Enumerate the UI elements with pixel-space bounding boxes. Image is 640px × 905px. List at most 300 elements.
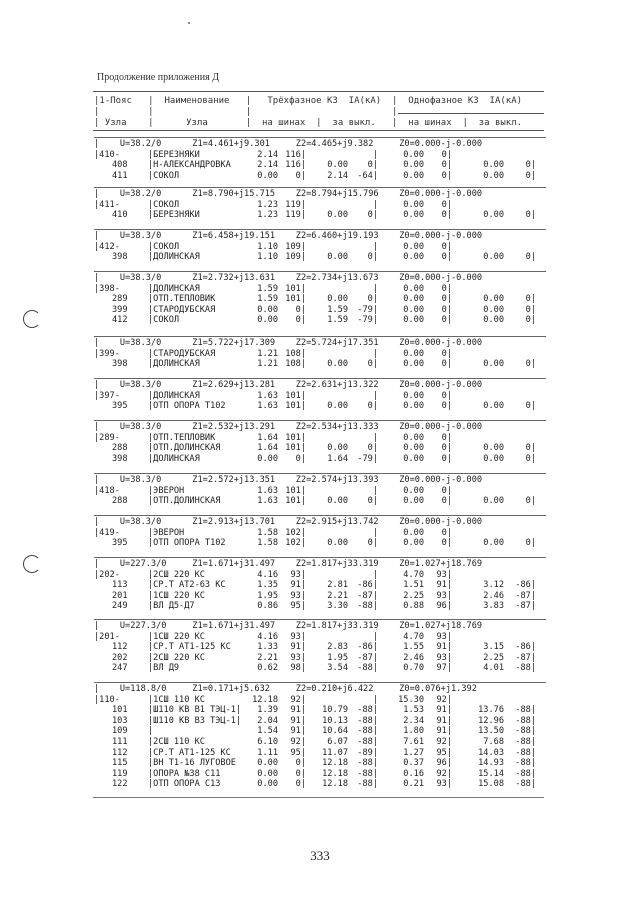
section-rule	[94, 378, 546, 379]
section-rule	[94, 229, 546, 230]
table-cell: 0.00	[403, 210, 424, 221]
table-cell: |2СШ 110 КС	[148, 737, 205, 747]
table-cell: 0|	[441, 210, 452, 221]
table-cell: 1.59	[327, 315, 348, 326]
table-cell: |ВН Т1-16 ЛУГОВОЕ	[148, 758, 236, 769]
table-cell: 4.70	[403, 569, 424, 580]
table-cell: 0|	[441, 496, 452, 507]
table-cell: 0.00	[327, 359, 348, 370]
table-cell: 0|	[295, 304, 306, 315]
table-cell: 101|	[285, 432, 306, 443]
section-rule	[94, 420, 546, 421]
section-rule	[94, 271, 546, 272]
table-cell: -88|	[515, 663, 536, 674]
table-cell: 93|	[290, 652, 306, 663]
table-cell: |1СШ 220 КС	[148, 631, 205, 642]
table-cell: |ВЛ Д5-Д7	[148, 601, 195, 612]
table-row	[94, 538, 546, 549]
table-cell: 0.00	[403, 527, 424, 538]
table-cell: 0.00	[403, 315, 424, 326]
table-cell: 1.63	[257, 496, 278, 507]
section-header: | U=38.3/0 Z1=6.458+j19.151 Z2=6.460+j19.193 Z0=0.000-j-0.000	[94, 231, 483, 241]
table-row	[94, 570, 546, 581]
table-cell: |СТАРОДУБСКАЯ	[148, 348, 216, 359]
table-cell: 1.27	[403, 747, 424, 758]
table-cell: 6.10	[257, 737, 278, 747]
section-rule	[94, 619, 546, 620]
table-cell: 1.23	[257, 210, 278, 221]
table-cell: |	[372, 283, 378, 294]
table-cell: 1.64	[257, 443, 278, 454]
table-cell: 0|	[525, 401, 536, 412]
header-line-3: | Узла | Узла | на шинах | за выкл. | на шинах | за выкл.	[94, 118, 523, 128]
section-rule	[94, 336, 546, 337]
table-cell: 1.11	[257, 747, 278, 758]
table-cell: 0|	[367, 252, 378, 263]
table-cell: 1.63	[257, 485, 278, 496]
table-cell: 111	[112, 737, 128, 747]
table-cell: 0|	[295, 453, 306, 464]
table-row	[94, 748, 546, 759]
table-row	[94, 294, 546, 305]
table-cell: 102|	[285, 538, 306, 549]
table-cell: 1.55	[403, 642, 424, 653]
table-cell: 0.62	[257, 663, 278, 674]
table-cell: 0|	[367, 538, 378, 549]
table-cell: 2.14	[327, 170, 348, 181]
table-cell: -88|	[515, 747, 536, 758]
table-cell: 0.00	[483, 453, 504, 464]
table-cell: |	[372, 241, 378, 252]
table-row	[94, 200, 546, 211]
table-cell: 0.16	[403, 768, 424, 779]
table-row	[94, 160, 546, 171]
table-cell: 398	[112, 252, 128, 263]
table-cell: 101|	[285, 283, 306, 294]
table-cell: -88|	[357, 726, 378, 737]
table-cell: 0.00	[403, 359, 424, 370]
table-cell: |399-	[94, 348, 120, 359]
table-cell: 1.63	[257, 390, 278, 401]
table-cell: |	[372, 631, 378, 642]
table-cell: 101|	[285, 443, 306, 454]
table-cell: 0.86	[257, 601, 278, 612]
table-cell: 412	[112, 315, 128, 326]
table-cell: 15.30	[398, 694, 424, 705]
table-cell: 92|	[436, 737, 452, 747]
table-row	[94, 695, 546, 706]
table-cell: 93|	[290, 569, 306, 580]
table-cell: 0.00	[257, 304, 278, 315]
table-cell: 0|	[525, 160, 536, 171]
table-cell: |ОТП ОПОРА Т102	[148, 538, 226, 549]
table-cell: 119|	[285, 199, 306, 210]
table-cell: |ОТП ОПОРА Т102	[148, 401, 226, 412]
table-cell: 0|	[367, 160, 378, 171]
table-cell: 395	[112, 538, 128, 549]
table-cell: 0.00	[403, 252, 424, 263]
table-cell: |418-	[94, 485, 120, 496]
table-cell: -88|	[357, 705, 378, 716]
table-cell: 398	[112, 359, 128, 370]
table-row	[94, 252, 546, 263]
table-cell: |1СШ 110 КС	[148, 694, 205, 705]
table-cell: 2.34	[403, 715, 424, 726]
table-row	[94, 663, 546, 674]
table-row	[94, 486, 546, 497]
table-cell: -88|	[357, 663, 378, 674]
table-cell: 95|	[290, 601, 306, 612]
table-cell: |410-	[94, 149, 120, 160]
table-cell: 2.81	[327, 580, 348, 591]
table-cell: 0|	[367, 443, 378, 454]
table-cell: |ОПОРА №38 С11	[148, 768, 221, 779]
table-row	[94, 210, 546, 221]
table-cell: 10.64	[322, 726, 348, 737]
page-number: 333	[310, 848, 330, 863]
table-cell: 108|	[285, 348, 306, 359]
table-cell: 0|	[525, 453, 536, 464]
table-cell: 93|	[436, 569, 452, 580]
table-cell: |397-	[94, 390, 120, 401]
table-cell: 0|	[295, 779, 306, 790]
table-cell: |2СШ 220 КС	[148, 569, 205, 580]
table-cell: 249	[112, 601, 128, 612]
table-cell: -88|	[515, 715, 536, 726]
table-cell: -86|	[357, 580, 378, 591]
table-cell: |БЕРЕЗНЯКИ	[148, 210, 200, 221]
table-cell: 7.61	[403, 737, 424, 747]
table-cell: 0|	[367, 496, 378, 507]
table-cell: 4.16	[257, 631, 278, 642]
table-cell: 201	[112, 590, 128, 601]
table-cell: 1.10	[257, 252, 278, 263]
table-cell: 101|	[285, 485, 306, 496]
section-header: | U=38.2/0 Z1=8.790+j15.715 Z2=8.794+j15.796 Z0=0.000-j-0.000	[94, 189, 483, 199]
table-cell: -88|	[515, 779, 536, 790]
table-cell: 0.21	[403, 779, 424, 790]
table-cell: 91|	[290, 726, 306, 737]
table-cell: 0|	[441, 170, 452, 181]
table-row	[94, 642, 546, 653]
table-cell: 0.00	[403, 283, 424, 294]
table-cell: 0|	[441, 241, 452, 252]
table-cell: -79|	[357, 304, 378, 315]
table-cell: -88|	[357, 779, 378, 790]
table-cell: 112	[112, 747, 128, 758]
table-cell: |ОТП.ДОЛИНСКАЯ	[148, 443, 221, 454]
table-cell: 0|	[367, 210, 378, 221]
table-cell: 12.96	[478, 715, 504, 726]
table-row	[94, 443, 546, 454]
table-cell: 0.00	[327, 252, 348, 263]
table-cell: 1.35	[257, 580, 278, 591]
table-cell: 411	[112, 170, 128, 181]
punch-hole-mark	[23, 555, 41, 573]
section-header: | U=38.3/0 Z1=2.732+j13.631 Z2=2.734+j13.673 Z0=0.000-j-0.000	[94, 273, 483, 283]
table-cell: 91|	[290, 580, 306, 591]
table-cell: -88|	[515, 705, 536, 716]
table-cell: |Н-АЛЕКСАНДРОВКА	[148, 160, 231, 171]
table-cell: |БЕРЕЗНЯКИ	[148, 149, 200, 160]
table-cell: -88|	[357, 715, 378, 726]
table-cell: 4.01	[483, 663, 504, 674]
table-cell: 4.16	[257, 569, 278, 580]
table-cell: 92|	[290, 737, 306, 747]
table-cell: 119	[112, 768, 128, 779]
table-cell: 0|	[441, 294, 452, 305]
table-cell: |ДОЛИНСКАЯ	[148, 283, 200, 294]
table-cell: 0|	[441, 443, 452, 454]
table-cell: 15.08	[478, 779, 504, 790]
table-cell: 0.00	[403, 390, 424, 401]
table-cell: 109|	[285, 241, 306, 252]
table-cell: 95|	[290, 747, 306, 758]
table-cell: -88|	[357, 737, 378, 747]
section-header: | U=38.3/0 Z1=2.532+j13.291 Z2=2.534+j13.333 Z0=0.000-j-0.000	[94, 422, 483, 432]
table-cell: |	[372, 569, 378, 580]
table-row	[94, 758, 546, 769]
table-cell: 0|	[295, 170, 306, 181]
section-header: | U=38.3/0 Z1=2.572+j13.351 Z2=2.574+j13.393 Z0=0.000-j-0.000	[94, 475, 483, 485]
table-cell: 0.88	[403, 601, 424, 612]
table-cell: 0|	[441, 401, 452, 412]
table-cell: 122	[112, 779, 128, 790]
table-cell: 289	[112, 294, 128, 305]
table-cell: 398	[112, 453, 128, 464]
table-cell: 0.00	[403, 170, 424, 181]
section-rule	[94, 187, 546, 188]
section-header: | U=227.3/0 Z1=1.671+j31.497 Z2=1.817+j33.319 Z0=1.027+j18.769	[94, 559, 483, 569]
table-cell: 0|	[525, 443, 536, 454]
table-cell: 7.68	[483, 737, 504, 747]
table-row	[94, 305, 546, 316]
table-row	[94, 632, 546, 643]
table-cell: 0|	[441, 359, 452, 370]
table-cell: |412-	[94, 241, 120, 252]
table-cell: -87|	[357, 590, 378, 601]
table-cell: 91|	[436, 715, 452, 726]
table-cell: 113	[112, 580, 128, 591]
table-cell: 91|	[436, 642, 452, 653]
table-cell: 0.00	[483, 170, 504, 181]
table-cell: 0.00	[403, 241, 424, 252]
table-cell: 14.93	[478, 758, 504, 769]
table-cell: 119|	[285, 210, 306, 221]
table-row	[94, 705, 546, 716]
table-cell: |СОКОЛ	[148, 199, 180, 210]
table-cell: |	[372, 390, 378, 401]
table-cell: 109	[112, 726, 128, 737]
table-cell: 93|	[290, 590, 306, 601]
table-cell: 91|	[436, 726, 452, 737]
table-cell: 0.00	[483, 315, 504, 326]
table-cell: 0.00	[403, 401, 424, 412]
table-cell: 247	[112, 663, 128, 674]
table-cell: 12.18	[322, 779, 348, 790]
table-cell: 0|	[441, 252, 452, 263]
table-cell: |1СШ 220 КС	[148, 590, 205, 601]
table-cell: 0.00	[483, 359, 504, 370]
table-cell: 0|	[441, 283, 452, 294]
table-cell: |Ш110 КВ В1 ТЭЦ-1|	[148, 705, 242, 716]
table-cell: 0.00	[483, 210, 504, 221]
table-cell: 1.64	[257, 432, 278, 443]
table-cell: 0|	[367, 359, 378, 370]
table-cell: 1.95	[257, 590, 278, 601]
table-cell: 0|	[525, 304, 536, 315]
table-row	[94, 716, 546, 727]
table-cell: |2СШ 220 КС	[148, 652, 205, 663]
header-subrule	[398, 113, 544, 114]
header-line-1: |1-Пояс | Наименование | Трёхфазное КЗ IА(кА) | Однофазное КЗ IА(кА)	[94, 96, 523, 106]
table-cell: -88|	[515, 726, 536, 737]
table-cell: -86|	[515, 642, 536, 653]
table-cell: 1.53	[403, 705, 424, 716]
table-cell: 0.00	[483, 401, 504, 412]
section-header: | U=38.3/0 Z1=5.722+j17.309 Z2=5.724+j17.351 Z0=0.000-j-0.000	[94, 338, 483, 348]
table-cell: 1.59	[257, 294, 278, 305]
table-cell: 202	[112, 652, 128, 663]
table-row	[94, 349, 546, 360]
table-cell: 116|	[285, 160, 306, 171]
table-cell: 0.00	[257, 779, 278, 790]
table-cell: 91|	[290, 715, 306, 726]
table-cell: 3.54	[327, 663, 348, 674]
table-cell: 97|	[436, 663, 452, 674]
table-cell: |ЭВЕРОН	[148, 485, 185, 496]
table-cell: 1.59	[327, 304, 348, 315]
table-cell: 0|	[441, 485, 452, 496]
table-cell: 1.64	[327, 453, 348, 464]
table-cell: |	[372, 199, 378, 210]
table-row	[94, 528, 546, 539]
table-cell: 0|	[441, 538, 452, 549]
table-cell: 0.00	[403, 538, 424, 549]
table-cell: -88|	[357, 768, 378, 779]
table-cell: 0|	[525, 538, 536, 549]
section-header: | U=38.2/0 Z1=4.461+j9.301 Z2=4.465+j9.382 Z0=0.000-j-0.000	[94, 139, 483, 149]
table-cell: 91|	[436, 705, 452, 716]
table-cell: -88|	[515, 737, 536, 747]
table-cell: 0.00	[327, 210, 348, 221]
table-cell: 0|	[295, 758, 306, 769]
section-header: | U=38.3/0 Z1=2.629+j13.281 Z2=2.631+j13.322 Z0=0.000-j-0.000	[94, 380, 483, 390]
table-cell: |ЭВЕРОН	[148, 527, 185, 538]
table-cell: 14.03	[478, 747, 504, 758]
table-cell: 0.00	[403, 294, 424, 305]
table-cell: 12.18	[322, 768, 348, 779]
table-row	[94, 150, 546, 161]
table-cell: |	[372, 485, 378, 496]
table-cell: 0.00	[257, 758, 278, 769]
table-cell: 6.07	[327, 737, 348, 747]
table-cell: 2.14	[257, 149, 278, 160]
table-cell: 101|	[285, 496, 306, 507]
table-row	[94, 391, 546, 402]
table-cell: 10.13	[322, 715, 348, 726]
table-cell: 0|	[441, 160, 452, 171]
table-cell: 2.46	[483, 590, 504, 601]
table-cell: 98|	[290, 663, 306, 674]
table-cell: 1.21	[257, 348, 278, 359]
section-rule	[94, 682, 546, 683]
table-cell: 0|	[441, 453, 452, 464]
table-cell: 11.07	[322, 747, 348, 758]
table-cell: -79|	[357, 453, 378, 464]
table-cell: 0|	[525, 315, 536, 326]
table-cell: |201-	[94, 631, 120, 642]
table-cell: 108|	[285, 359, 306, 370]
table-cell: |СР.Т АТ1-125 КС	[148, 642, 231, 653]
table-row	[94, 653, 546, 664]
table-cell: 0.00	[327, 538, 348, 549]
table-cell: |СР.Т АТ1-125 КС	[148, 747, 231, 758]
table-cell: -89|	[357, 747, 378, 758]
table-cell: |	[372, 527, 378, 538]
table-cell: |ОТП.ТЕПЛОВИК	[148, 432, 216, 443]
table-cell: |202-	[94, 569, 120, 580]
table-cell: 91|	[290, 642, 306, 653]
table-cell: -79|	[357, 315, 378, 326]
section-rule	[94, 473, 546, 474]
table-cell: 288	[112, 496, 128, 507]
section-rule	[94, 557, 546, 558]
table-cell: 0|	[295, 315, 306, 326]
table-cell: 0.00	[483, 443, 504, 454]
table-cell: 0.00	[327, 160, 348, 171]
table-cell: |СОКОЛ	[148, 315, 180, 326]
table-cell: 0|	[367, 294, 378, 305]
table-cell: 0|	[441, 432, 452, 443]
table-cell: 0.00	[403, 199, 424, 210]
table-cell: |СТАРОДУБСКАЯ	[148, 304, 216, 315]
table-cell: 2.25	[483, 652, 504, 663]
header-line-2: | | | |	[94, 107, 398, 117]
table-cell: |Ш110 КВ В3 ТЭЦ-1|	[148, 715, 242, 726]
table-top-rule	[93, 91, 544, 92]
table-cell: |ОТП ОПОРА С13	[148, 779, 221, 790]
table-row	[94, 315, 546, 326]
table-cell: -88|	[515, 768, 536, 779]
table-cell: 1.59	[257, 283, 278, 294]
appendix-caption: Продолжение приложения Д	[97, 72, 220, 83]
table-cell: 1.54	[257, 726, 278, 737]
table-cell: 1.39	[257, 705, 278, 716]
table-cell: 0.00	[483, 538, 504, 549]
table-row	[94, 769, 546, 780]
table-cell: 0.00	[483, 294, 504, 305]
table-cell: 1.51	[403, 580, 424, 591]
table-cell: 0.00	[483, 304, 504, 315]
table-cell: 95|	[436, 747, 452, 758]
table-cell: 3.12	[483, 580, 504, 591]
table-cell: 1.21	[257, 359, 278, 370]
table-cell: 96|	[436, 758, 452, 769]
table-cell: 1.63	[257, 401, 278, 412]
table-cell: 2.83	[327, 642, 348, 653]
table-row	[94, 359, 546, 370]
table-cell: |	[372, 149, 378, 160]
table-cell: 0.00	[403, 485, 424, 496]
table-cell: 0.00	[257, 170, 278, 181]
table-cell: 2.14	[257, 160, 278, 171]
table-cell: 101	[112, 705, 128, 716]
punch-hole-mark	[23, 310, 41, 328]
section-header: | U=227.3/0 Z1=1.671+j31.497 Z2=1.817+j33.319 Z0=1.027+j18.769	[94, 621, 483, 631]
table-cell: 2.25	[403, 590, 424, 601]
table-cell: 288	[112, 443, 128, 454]
